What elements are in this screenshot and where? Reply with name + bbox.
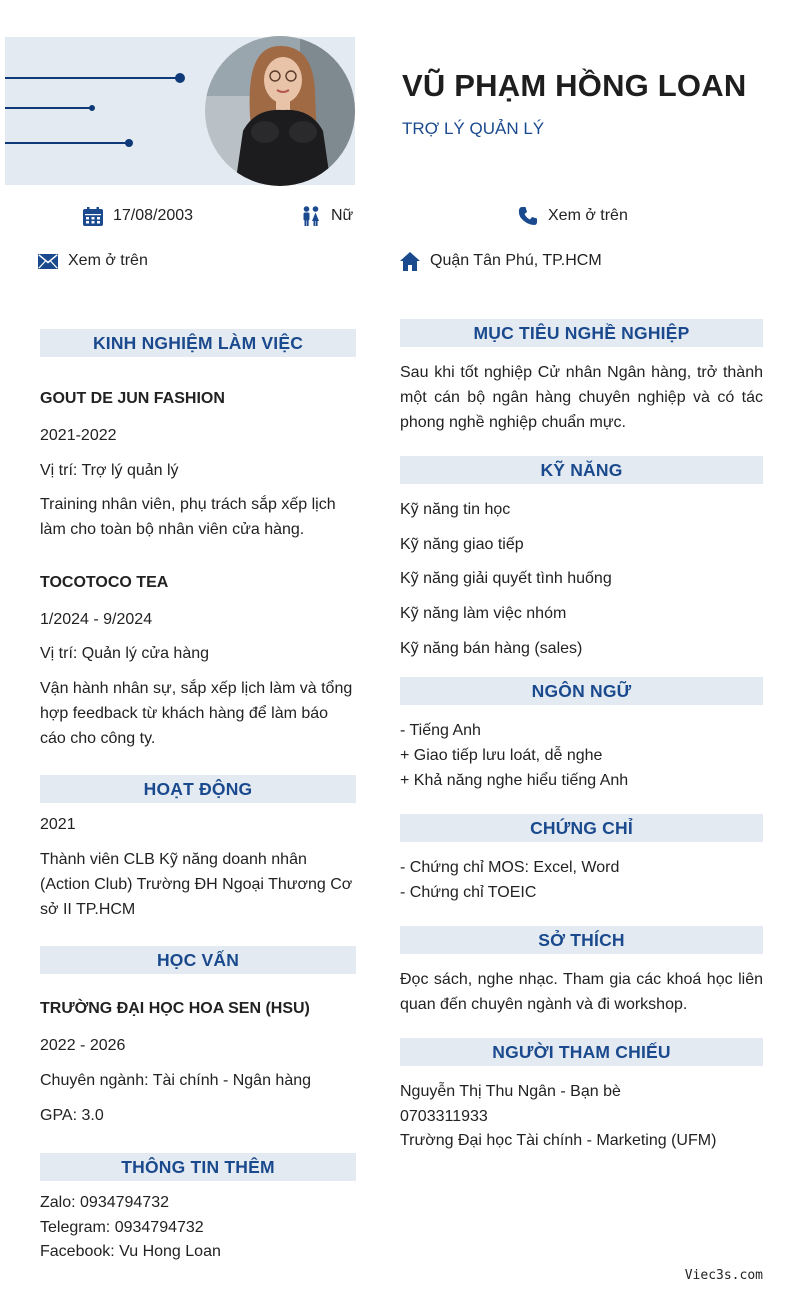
extra-info-line: Telegram: 0934794732: [40, 1219, 204, 1236]
language-line: + Khả năng nghe hiểu tiếng Anh: [400, 772, 629, 789]
certificate-line: - Chứng chỉ TOEIC: [400, 884, 537, 901]
contact-address: [399, 250, 602, 272]
education-period: 2022 - 2026: [40, 1037, 126, 1054]
references-heading: NGƯỜI THAM CHIẾU: [400, 1038, 763, 1066]
home-icon: [399, 250, 421, 272]
hobbies-heading: SỞ THÍCH: [400, 926, 763, 954]
skill-item: Kỹ năng làm việc nhóm: [400, 605, 567, 622]
job-description: Vận hành nhân sự, sắp xếp lịch làm và tổng hợp feedback từ khách hàng để làm báo cáo cho công ty.: [40, 680, 353, 747]
objective-text: Sau khi tốt nghiệp Cử nhân Ngân hàng, trở thành một cán bộ ngân hàng chuyên nghiệp và có tác phong nghề nghiệp chuẩn mực.: [400, 364, 763, 431]
hobbies-text: Đọc sách, nghe nhạc. Tham gia các khoá học liên quan đến chuyên ngành và đi workshop.: [400, 971, 763, 1013]
decorative-dot: [125, 139, 133, 147]
education-heading: HỌC VẤN: [40, 946, 356, 974]
reference-line: Trường Đại học Tài chính - Marketing (UFM): [400, 1132, 717, 1149]
email-value: Xem ở trên: [68, 252, 148, 269]
skill-item: Kỹ năng tin học: [400, 501, 511, 518]
job-company: GOUT DE JUN FASHION: [40, 390, 225, 407]
language-line: + Giao tiếp lưu loát, dễ nghe: [400, 747, 603, 764]
job-title: TRỢ LÝ QUẢN LÝ: [402, 119, 545, 138]
reference-line: Nguyễn Thị Thu Ngân - Bạn bè: [400, 1083, 621, 1100]
contact-birthday: [82, 205, 193, 227]
job-position: Vị trí: Quản lý cửa hàng: [40, 645, 210, 662]
skills-heading: KỸ NĂNG: [400, 456, 763, 484]
decorative-dot: [175, 73, 185, 83]
decorative-line: [5, 142, 129, 144]
education-major: Chuyên ngành: Tài chính - Ngân hàng: [40, 1072, 312, 1089]
job-period: 1/2024 - 9/2024: [40, 611, 153, 628]
decorative-line: [5, 107, 93, 109]
language-line: - Tiếng Anh: [400, 722, 481, 739]
contact-email: [37, 250, 148, 272]
address-value: Quận Tân Phú, TP.HCM: [430, 252, 602, 269]
email-icon: [37, 250, 59, 272]
phone-value: Xem ở trên: [548, 207, 628, 224]
activity-description: Thành viên CLB Kỹ năng doanh nhân (Action Club) Trường ĐH Ngoại Thương Cơ sở II TP.HCM: [40, 851, 353, 918]
certificates-heading: CHỨNG CHỈ: [400, 814, 763, 842]
gender-value: Nữ: [331, 207, 354, 224]
reference-line: 0703311933: [400, 1108, 488, 1125]
extra-info-line: Facebook: Vu Hong Loan: [40, 1243, 221, 1260]
activity-year: 2021: [40, 816, 76, 833]
candidate-name: VŨ PHẠM HỒNG LOAN: [402, 68, 747, 103]
avatar: [205, 36, 355, 186]
objective-heading: MỤC TIÊU NGHỀ NGHIỆP: [400, 319, 763, 347]
calendar-icon: [82, 205, 104, 227]
job-position: Vị trí: Trợ lý quản lý: [40, 462, 179, 479]
extra-info-line: Zalo: 0934794732: [40, 1194, 169, 1211]
decorative-dot: [89, 105, 95, 111]
birthday-value: 17/08/2003: [113, 207, 194, 224]
job-period: 2021-2022: [40, 427, 117, 444]
activities-heading: HOẠT ĐỘNG: [40, 775, 356, 803]
contact-phone: [517, 205, 628, 227]
skill-item: Kỹ năng giải quyết tình huống: [400, 570, 612, 587]
certificate-line: - Chứng chỉ MOS: Excel, Word: [400, 859, 620, 876]
skill-item: Kỹ năng bán hàng (sales): [400, 640, 583, 657]
skill-item: Kỹ năng giao tiếp: [400, 536, 524, 553]
experience-heading: KINH NGHIỆM LÀM VIỆC: [40, 329, 356, 357]
education-gpa: GPA: 3.0: [40, 1107, 104, 1124]
people-icon: [300, 205, 322, 227]
contact-gender: [300, 205, 353, 227]
extra-info-heading: THÔNG TIN THÊM: [40, 1153, 356, 1181]
education-school: TRƯỜNG ĐẠI HỌC HOA SEN (HSU): [40, 1000, 310, 1017]
phone-icon: [517, 205, 539, 227]
job-company: TOCOTOCO TEA: [40, 574, 169, 591]
job-description: Training nhân viên, phụ trách sắp xếp lịch làm cho toàn bộ nhân viên cửa hàng.: [40, 496, 336, 538]
languages-heading: NGÔN NGỮ: [400, 677, 763, 705]
decorative-line: [5, 77, 180, 79]
watermark: Viec3s.com: [684, 1268, 763, 1283]
